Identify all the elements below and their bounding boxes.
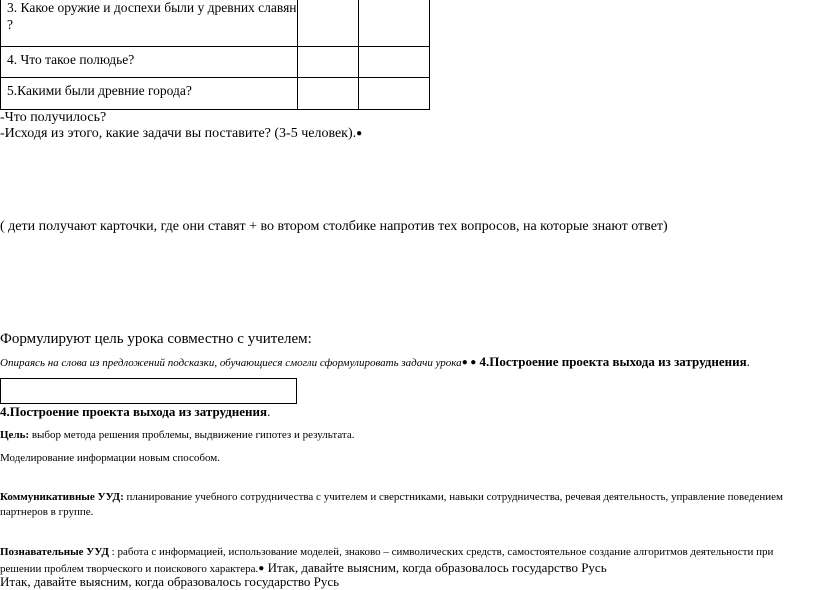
modeling-line: Моделирование информации новым способом. (0, 452, 220, 464)
bullet-icon: ● (356, 128, 363, 139)
formulate-goal: Формулируют цель урока совместно с учителем: (0, 331, 312, 347)
table-row (1, 0, 430, 47)
bullet-icon: ● (258, 563, 265, 574)
question-cell (1, 78, 298, 110)
final-line: Итак, давайте выясним, когда образовалось государство Русь (0, 574, 340, 589)
cognitive-uud: Познавательные УУД : работа с информацией, использование моделей, знаково – символических средств, самостоятельное создание алгоритмов деятельности при решении проблем творческого и поискового характера.● Итак, давайте выясним, когда образовалось государство Русь (0, 546, 774, 575)
answer-cell[interactable] (359, 0, 430, 47)
question-cell (1, 0, 298, 47)
question-result: -Что получилось? (0, 110, 107, 125)
question-text: 4. Что такое полюдье? (7, 52, 135, 67)
answer-cell[interactable] (298, 0, 359, 47)
answer-cell[interactable] (359, 47, 430, 78)
communicative-uud: Коммуникативные УУД: планирование учебного сотрудничества с учителем и сверстниками, навыки сотрудничества, речевая деятельность, управление поведением партнеров в группе. (0, 491, 783, 518)
answer-cell[interactable] (298, 47, 359, 78)
cards-note: ( дети получают карточки, где они ставят + во втором столбике напротив тех вопросов, на которые знают ответ) (0, 219, 668, 234)
question-tasks: -Исходя из этого, какие задачи вы поставите? (3-5 человек).● (0, 126, 363, 141)
table-row (1, 47, 430, 78)
hint-line: Опираясь на слова из предложений подсказки, обучающиеся смогли сформулировать задачи урока● ● 4.Построение проекта выхода из затруднения. (0, 354, 750, 369)
question-text: 3. Какое оружие и доспехи были у древних славян ? (7, 0, 297, 32)
bullet-icon: ● ● (461, 357, 477, 368)
section-heading: 4.Построение проекта выхода из затруднения. (0, 404, 271, 419)
question-cell (1, 47, 298, 78)
question-text: 5.Какими были древние города? (7, 83, 192, 98)
goal-line: Цель: выбор метода решения проблемы, выдвижение гипотез и результата. (0, 429, 355, 441)
questions-table (0, 0, 430, 110)
table-row (1, 78, 430, 110)
answer-cell[interactable] (359, 78, 430, 110)
answer-box[interactable] (0, 378, 297, 404)
answer-cell[interactable] (298, 78, 359, 110)
